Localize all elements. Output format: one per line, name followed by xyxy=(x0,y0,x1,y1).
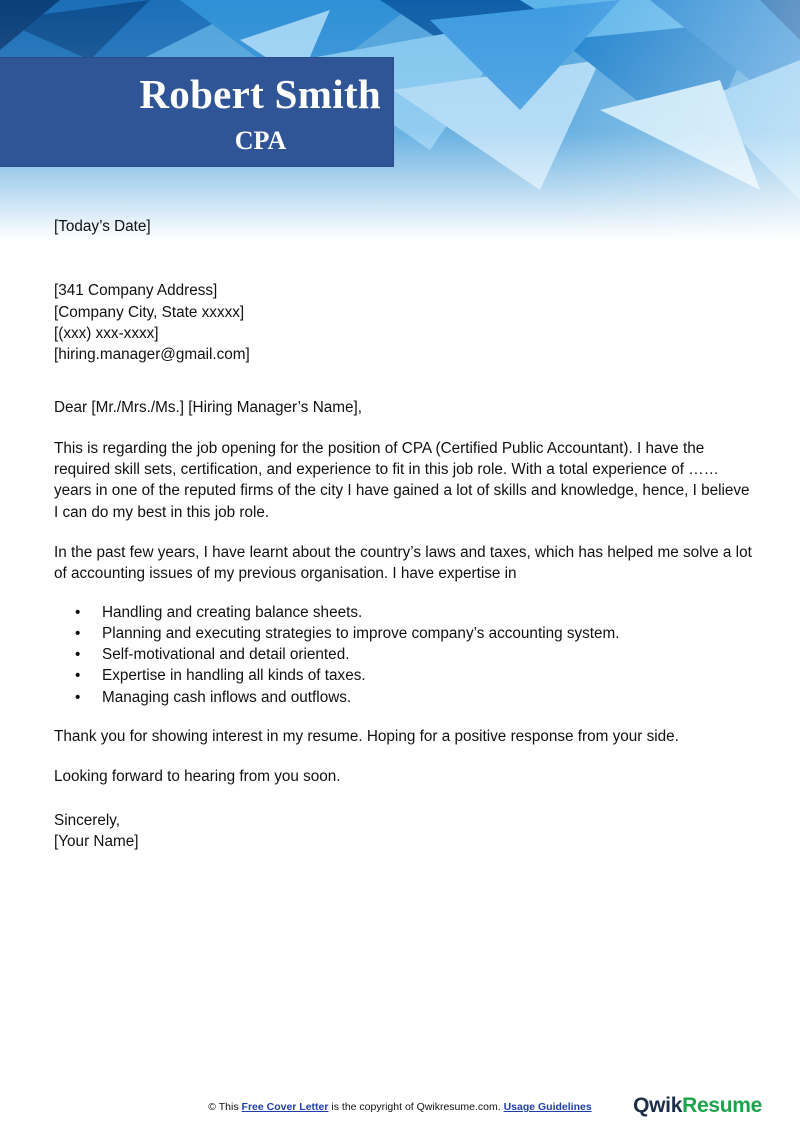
paragraph-experience: In the past few years, I have learnt about the country’s laws and taxes, which has helped me solve a lot of accounting issues of my previous organisation. I have expertise in xyxy=(54,543,752,583)
list-item: • Planning and executing strategies to improve company’s accounting system. xyxy=(54,623,754,644)
candidate-title: CPA xyxy=(234,126,287,155)
letter-date: [Today’s Date] xyxy=(54,218,151,235)
logo-part-resume: Resume xyxy=(682,1094,762,1117)
signature: [Your Name] xyxy=(54,832,139,850)
bullet-icon: • xyxy=(75,688,81,706)
address-line: [341 Company Address] xyxy=(54,282,218,300)
name-block xyxy=(0,58,393,166)
recipient-address xyxy=(54,280,754,365)
usage-guidelines-link[interactable]: Usage Guidelines xyxy=(503,1101,592,1113)
bullet-icon: • xyxy=(75,624,81,642)
list-item: • Managing cash inflows and outflows. xyxy=(54,687,754,708)
list-item: • Handling and creating balance sheets. xyxy=(54,602,754,623)
footer-prefix: © This xyxy=(208,1101,239,1113)
candidate-name: Robert Smith xyxy=(139,71,381,117)
address-email: [hiring.manager@gmail.com] xyxy=(54,346,250,364)
address-line: [(xxx) xxx-xxxx] xyxy=(54,324,159,342)
salutation: Dear [Mr./Mrs./Ms.] [Hiring Manager’s Name], xyxy=(54,399,362,417)
expertise-list xyxy=(54,602,754,708)
list-item: • Expertise in handling all kinds of taxes. xyxy=(54,665,754,686)
qwikresume-logo[interactable] xyxy=(633,1094,762,1118)
free-cover-letter-link[interactable]: Free Cover Letter xyxy=(241,1101,329,1113)
list-item: • Self-motivational and detail oriented. xyxy=(54,644,754,665)
bullet-icon: • xyxy=(75,646,81,664)
logo-part-qwik: Qwik xyxy=(633,1094,683,1117)
letter-body xyxy=(54,216,754,852)
footer-middle: is the copyright of Qwikresume.com. xyxy=(331,1101,501,1113)
closing: Sincerely, xyxy=(54,811,121,829)
paragraph-thanks: Thank you for showing interest in my resume. Hoping for a positive response from your side. xyxy=(54,728,679,746)
paragraph-intro: This is regarding the job opening for the position of CPA (Certified Public Accountant). I have the required skill sets, certification, and experience to fit in this job role. With a total experience of …… years in one of the reputed firms of the city I have gained a lot of skills and knowledge, hence, I believe I can do my best in this job role. xyxy=(54,439,750,521)
bullet-icon: • xyxy=(75,603,81,621)
paragraph-closing-remark: Looking forward to hearing from you soon. xyxy=(54,768,341,786)
bullet-icon: • xyxy=(75,667,81,685)
address-line: [Company City, State xxxxx] xyxy=(54,303,245,321)
